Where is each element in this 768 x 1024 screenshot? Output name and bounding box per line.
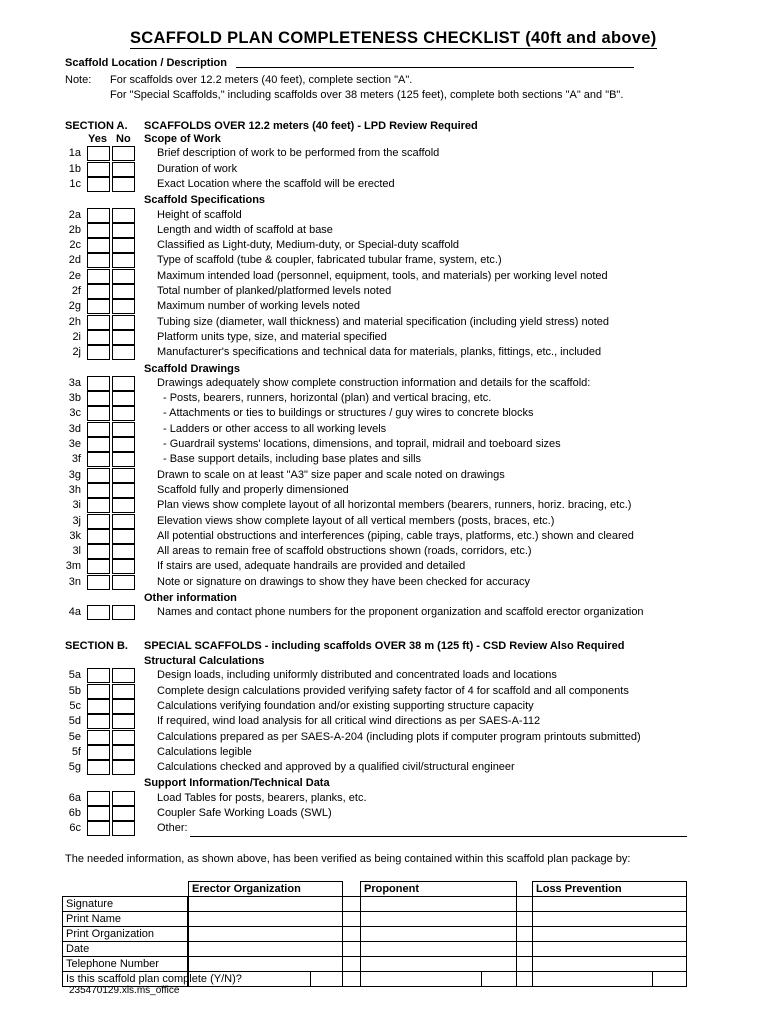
signoff-input-cell[interactable] [188,956,343,971]
item-text: - Posts, bearers, runners, horizontal (plan) and vertical bracing, etc. [163,392,492,405]
no-checkbox[interactable] [112,714,135,729]
checklist-row [0,391,768,406]
item-text: Maximum intended load (personnel, equipment, tools, and materials) per working level noted [157,269,608,282]
yes-checkbox[interactable] [87,315,110,330]
yes-checkbox[interactable] [87,529,110,544]
yes-checkbox[interactable] [87,668,110,683]
signoff-row-label: Telephone Number [66,958,159,970]
signoff-input-cell[interactable] [360,896,517,911]
yes-checkbox[interactable] [87,376,110,391]
checklist-row [0,238,768,253]
yes-checkbox[interactable] [87,422,110,437]
no-checkbox[interactable] [112,391,135,406]
item-text: Other: [157,822,188,835]
item-code: 5b [68,684,81,697]
signoff-input-cell[interactable] [360,911,517,926]
yes-checkbox[interactable] [87,223,110,238]
yes-checkbox[interactable] [87,452,110,467]
item-code: 6c [69,822,81,835]
signoff-input-cell[interactable] [188,911,343,926]
yes-checkbox[interactable] [87,330,110,345]
item-code: 4a [68,606,81,619]
other-input-line[interactable] [190,836,687,837]
item-text: Design loads, including uniformly distributed and concentrated loads and locations [157,669,557,682]
checklist-row [0,821,768,836]
item-text: Length and width of scaffold at base [157,223,333,236]
no-checkbox[interactable] [112,253,135,268]
signoff-input-cell[interactable] [532,926,687,941]
no-checkbox[interactable] [112,406,135,421]
item-code: 5a [68,669,81,682]
no-checkbox[interactable] [112,514,135,529]
item-text: - Guardrail systems' locations, dimensions, and toprail, midrail and toeboard sizes [163,438,561,450]
item-text: Duration of work [157,162,238,175]
item-code: 2f [71,285,81,297]
item-code: 2d [68,254,81,267]
checklist-row [0,330,768,345]
item-code: 3e [68,438,81,450]
location-input-line[interactable] [236,67,634,68]
signoff-input-cell[interactable] [188,896,343,911]
yes-checkbox[interactable] [87,605,110,620]
item-text: Complete design calculations provided verifying safety factor of 4 for scaffold and all components [157,684,629,697]
item-text: Maximum number of working levels noted [157,300,360,313]
yes-checkbox[interactable] [87,284,110,299]
item-text: Plan views show complete layout of all horizontal members (bearers, runners, horiz. bracing, etc.) [157,499,632,512]
checklist-row [0,544,768,559]
checklist-row [0,406,768,421]
group-heading: Other information [144,592,237,604]
yes-checkbox[interactable] [87,684,110,699]
item-text: Names and contact phone numbers for the proponent organization and scaffold erector organization [157,606,644,619]
no-checkbox[interactable] [112,730,135,745]
item-code: 3d [68,422,81,435]
item-code: 6b [68,807,81,819]
no-checkbox[interactable] [112,684,135,699]
no-checkbox[interactable] [112,468,135,483]
no-checkbox[interactable] [112,791,135,806]
item-code: 3a [68,376,81,389]
yn-answer-box[interactable] [310,971,343,987]
checklist-row [0,714,768,729]
item-text: Height of scaffold [157,208,242,221]
yes-checkbox[interactable] [87,345,110,360]
checklist-row [0,452,768,467]
item-text: Note or signature on drawings to show they have been checked for accuracy [157,575,530,588]
signoff-input-cell[interactable] [360,956,517,971]
signoff-input-cell[interactable] [188,941,343,956]
item-text: Platform units type, size, and material specified [157,330,387,343]
item-text: If required, wind load analysis for all critical wind directions as per SAES-A-112 [157,715,541,728]
no-checkbox[interactable] [112,146,135,161]
item-text: Coupler Safe Working Loads (SWL) [157,807,332,819]
signoff-input-cell[interactable] [532,896,687,911]
section-a-label: SECTION A. [65,120,128,132]
signoff-row-label: Signature [66,898,114,910]
checklist-row [0,345,768,360]
item-text: Calculations checked and approved by a qualified civil/structural engineer [157,761,515,774]
checklist-row [0,498,768,513]
no-checkbox[interactable] [112,575,135,590]
signoff-input-cell[interactable] [360,941,517,956]
checklist-row [0,605,768,620]
item-text: Exact Location where the scaffold will be erected [157,177,395,190]
yes-checkbox[interactable] [87,162,110,177]
no-checkbox[interactable] [112,330,135,345]
signoff-input-cell[interactable] [360,926,517,941]
yes-checkbox[interactable] [87,299,110,314]
item-code: 3b [68,392,81,405]
item-code: 5f [71,745,81,758]
yes-checkbox[interactable] [87,406,110,421]
no-checkbox[interactable] [112,745,135,760]
checklist-row [0,483,768,498]
item-code: 3h [68,483,81,496]
item-code: 2h [68,315,81,328]
yes-checkbox[interactable] [87,821,110,836]
item-text: Scaffold fully and properly dimensioned [157,483,349,496]
no-checkbox[interactable] [112,422,135,437]
no-checkbox[interactable] [112,760,135,775]
no-checkbox[interactable] [112,345,135,360]
item-code: 2a [68,208,81,221]
yes-checkbox[interactable] [87,253,110,268]
checklist-row [0,760,768,775]
footer-filename: 235470129.xls.ms_office [69,985,180,996]
item-code: 1c [69,177,81,190]
signoff-row-label: Print Organization [66,928,155,940]
checklist-row [0,699,768,714]
item-code: 3g [68,468,81,481]
signoff-row-label: Print Name [66,913,122,925]
item-code: 3n [68,575,81,588]
item-text: Tubing size (diameter, wall thickness) and material specification (including yield stress) noted [157,315,610,328]
checklist-row [0,299,768,314]
item-text: Elevation views show complete layout of all vertical members (posts, braces, etc.) [157,514,555,527]
checklist-row [0,529,768,544]
yes-checkbox[interactable] [87,791,110,806]
group-heading: Scaffold Drawings [144,362,240,375]
yes-checkbox[interactable] [87,714,110,729]
yes-checkbox[interactable] [87,730,110,745]
item-code: 1a [68,147,81,160]
checklist-row [0,223,768,238]
item-code: 1b [68,162,81,175]
item-code: 3c [69,407,81,420]
item-code: 5d [68,715,81,728]
checklist-row [0,146,768,161]
checklist-row [0,162,768,177]
item-code: 5c [69,699,81,712]
yes-checkbox[interactable] [87,575,110,590]
item-text: - Attachments or ties to buildings or structures / guy wires to concrete blocks [163,407,534,420]
checklist-row [0,177,768,192]
yes-checkbox[interactable] [87,559,110,574]
item-code: 3k [69,529,81,542]
item-text: - Base support details, including base plates and sills [163,453,422,466]
no-checkbox[interactable] [112,315,135,330]
location-label: Scaffold Location / Description [65,57,227,69]
no-checkbox[interactable] [112,668,135,683]
yes-checkbox[interactable] [87,514,110,529]
signoff-column-header: Loss Prevention [536,883,622,895]
signoff-input-cell[interactable] [532,911,687,926]
no-checkbox[interactable] [112,605,135,620]
item-text: Calculations prepared as per SAES-A-204 (including plots if computer program printouts submitted) [157,730,641,743]
no-checkbox[interactable] [112,806,135,821]
no-checkbox[interactable] [112,821,135,836]
item-code: 2e [68,269,81,282]
note-line-2: For "Special Scaffolds," including scaffolds over 38 meters (125 feet), complete both sections "A" and "B". [110,89,624,101]
item-text: All areas to remain free of scaffold obstructions shown (roads, corridors, etc.) [157,545,532,558]
note-line-1: For scaffolds over 12.2 meters (40 feet), complete section "A". [110,74,413,86]
item-code: 3m [65,560,81,573]
item-text: Type of scaffold (tube & coupler, fabricated tubular frame, system, etc.) [157,254,502,267]
item-code: 2j [72,346,81,359]
item-code: 3i [72,499,81,512]
group-heading: Scaffold Specifications [144,194,266,207]
checklist-row [0,745,768,760]
item-text: Calculations legible [157,745,252,758]
group-heading: Structural Calculations [144,655,265,667]
item-text: Classified as Light-duty, Medium-duty, or Special-duty scaffold [157,239,460,252]
item-code: 5e [68,730,81,743]
no-checkbox[interactable] [112,437,135,452]
item-text: If stairs are used, adequate handrails are provided and detailed [157,560,466,573]
no-checkbox[interactable] [112,376,135,391]
yn-answer-box[interactable] [652,971,685,987]
yes-checkbox[interactable] [87,391,110,406]
no-checkbox[interactable] [112,208,135,223]
yes-checkbox[interactable] [87,806,110,821]
no-checkbox[interactable] [112,498,135,513]
section-b-title: SPECIAL SCAFFOLDS - including scaffolds OVER 38 m (125 ft) - CSD Review Also Required [144,640,625,652]
item-text: Brief description of work to be performed from the scaffold [157,147,440,160]
verification-text: The needed information, as shown above, has been verified as being contained within this scaffold plan package by: [65,853,631,865]
no-checkbox[interactable] [112,269,135,284]
yes-checkbox[interactable] [87,544,110,559]
item-text: Calculations verifying foundation and/or existing supporting structure capacity [157,699,534,712]
signoff-column-header: Erector Organization [192,883,301,895]
yes-checkbox[interactable] [87,760,110,775]
section-a-title: SCAFFOLDS OVER 12.2 meters (40 feet) - LPD Review Required [144,120,478,132]
checklist-row [0,730,768,745]
no-column-header: No [116,133,131,145]
section-b-label: SECTION B. [65,640,128,652]
yes-checkbox[interactable] [87,745,110,760]
checklist-row [0,208,768,223]
item-code: 2i [72,330,81,343]
item-text: Manufacturer's specifications and technical data for materials, planks, fittings, etc., included [157,346,602,359]
yes-checkbox[interactable] [87,498,110,513]
checklist-row [0,791,768,806]
yes-column-header: Yes [88,133,107,145]
item-text: - Ladders or other access to all working levels [163,422,387,435]
no-checkbox[interactable] [112,162,135,177]
yes-checkbox[interactable] [87,269,110,284]
no-checkbox[interactable] [112,544,135,559]
checklist-row [0,437,768,452]
checklist-row [0,668,768,683]
yes-checkbox[interactable] [87,208,110,223]
item-text: Drawn to scale on at least "A3" size paper and scale noted on drawings [157,468,505,481]
yes-checkbox[interactable] [87,468,110,483]
checklist-row [0,315,768,330]
no-checkbox[interactable] [112,284,135,299]
item-code: 6a [68,791,81,804]
item-text: Drawings adequately show complete construction information and details for the scaffold: [157,376,591,389]
no-checkbox[interactable] [112,177,135,192]
no-checkbox[interactable] [112,223,135,238]
item-code: 3j [72,514,81,527]
no-checkbox[interactable] [112,529,135,544]
checklist-row [0,422,768,437]
no-checkbox[interactable] [112,452,135,467]
checklist-row [0,269,768,284]
signoff-input-cell[interactable] [532,956,687,971]
checklist-row [0,284,768,299]
yn-answer-box[interactable] [481,971,514,987]
yes-checkbox[interactable] [87,699,110,714]
item-code: 2g [68,300,81,313]
item-code: 3l [72,545,81,558]
no-checkbox[interactable] [112,299,135,314]
note-label: Note: [65,74,92,86]
yes-checkbox[interactable] [87,483,110,498]
checklist-row [0,376,768,391]
group-heading: Support Information/Technical Data [144,777,330,790]
signoff-row-label: Date [66,943,90,955]
group-heading: Scope of Work [144,133,221,145]
item-code: 3f [71,453,81,466]
signoff-column-header: Proponent [364,883,419,895]
item-text: All potential obstructions and interferences (piping, cable trays, platforms, etc.) shown and cleared [157,529,634,542]
item-text: Load Tables for posts, bearers, planks, etc. [157,791,367,804]
signoff-row-label: Is this scaffold plan complete (Y/N)? [66,973,242,985]
no-checkbox[interactable] [112,238,135,253]
checklist-row [0,559,768,574]
no-checkbox[interactable] [112,483,135,498]
checklist-row [0,684,768,699]
signoff-input-cell[interactable] [188,926,343,941]
item-text: Total number of planked/platformed levels noted [157,285,392,297]
checklist-row [0,468,768,483]
no-checkbox[interactable] [112,699,135,714]
checklist-row [0,806,768,821]
checklist-row [0,253,768,268]
signoff-input-cell[interactable] [532,941,687,956]
checklist-row [0,575,768,590]
item-code: 2b [68,223,81,236]
yes-checkbox[interactable] [87,238,110,253]
yes-checkbox[interactable] [87,437,110,452]
item-code: 2c [69,239,81,252]
item-code: 5g [68,761,81,774]
no-checkbox[interactable] [112,559,135,574]
checklist-row [0,514,768,529]
yes-checkbox[interactable] [87,177,110,192]
yes-checkbox[interactable] [87,146,110,161]
page-title: SCAFFOLD PLAN COMPLETENESS CHECKLIST (40ft and above) [130,29,657,47]
